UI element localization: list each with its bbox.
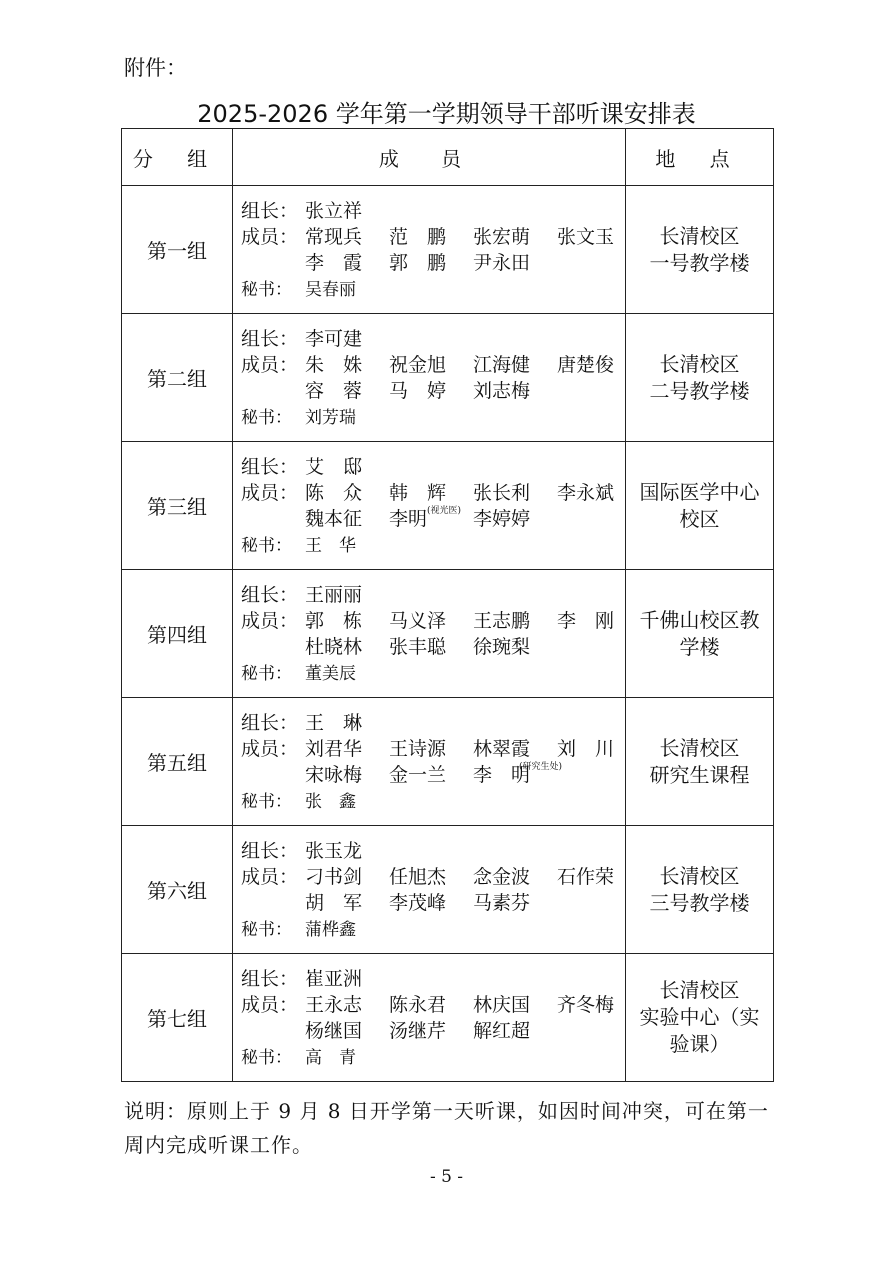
secretary-label: 秘书： [241,407,292,428]
member-name: 魏本征 [305,507,363,530]
location-cell [626,826,774,954]
member-name: 刘志梅 [473,379,531,402]
location-cell [626,442,774,570]
secretary-name: 吴春丽 [305,279,356,300]
member-name: 王志鹏 [473,609,531,632]
table-row [122,826,774,954]
member-name: 郭 栋 [305,609,363,632]
location-line: 实验中心（实 [639,1005,760,1029]
secretary-line [241,788,621,814]
group-name: 第七组 [122,954,233,1082]
group-name: 第六组 [122,826,233,954]
member-name: 胡 军 [305,891,363,914]
leader-label: 组长： [241,967,299,990]
secretary-label: 秘书： [241,791,292,812]
member-name: 王诗源 [389,737,447,760]
table-row [122,698,774,826]
table-header-row [122,129,774,186]
member-name: 宋咏梅 [305,763,363,786]
leader-name: 张玉龙 [305,839,363,862]
secretary-name: 董美辰 [305,663,356,684]
secretary-line [241,404,621,430]
group-name: 第一组 [122,186,233,314]
secretary-line [241,1044,621,1070]
schedule-table [121,128,774,1082]
table-row [122,314,774,442]
member-name: 杨继国 [305,1019,363,1042]
member-name: 石作荣 [557,865,615,888]
header-members: 成 员 [233,129,626,186]
members-label: 成员： [241,609,299,632]
leader-name: 王丽丽 [305,583,363,606]
secretary-label: 秘书： [241,279,292,300]
members-line-2 [241,1018,621,1044]
members-line-2 [241,890,621,916]
location-cell [626,954,774,1082]
leader-line [241,582,621,608]
members-line [241,608,621,634]
location-cell [626,186,774,314]
members-cell [233,186,626,314]
members-line-2 [241,506,621,532]
location-line: 研究生课程 [649,762,750,787]
attachment-label: 附件： [124,56,187,80]
table-row [122,442,774,570]
member-name: 江海健 [473,353,531,376]
member-name: 马 婷 [389,379,447,402]
members-line-2 [241,250,621,276]
secretary-name: 蒲桦鑫 [305,919,356,940]
leader-label: 组长： [241,711,299,734]
table-row [122,954,774,1082]
leader-line [241,838,621,864]
member-name: 陈永君 [389,993,447,1016]
location-line: 长清校区 [659,735,740,760]
member-name: 容 蓉 [305,379,363,402]
table-row [122,186,774,314]
member-name: 齐冬梅 [557,993,615,1016]
secretary-line [241,916,621,942]
leader-label: 组长： [241,839,299,862]
member-name: 朱 姝 [305,353,363,376]
member-note: (视光医) [427,505,462,516]
member-name: 林翠霞 [473,737,531,760]
leader-name: 艾 邸 [305,455,363,478]
leader-label: 组长： [241,327,299,350]
member-name: 杜晓林 [305,635,363,658]
location-line: 千佛山校区教 [639,607,760,632]
location-line: 长清校区 [659,863,740,888]
secretary-name: 张 鑫 [305,791,356,812]
document-title: 2025-2026 学年第一学期领导干部听课安排表 [197,100,696,128]
leader-line [241,966,621,992]
group-name: 第三组 [122,442,233,570]
member-name: 韩 辉 [389,481,447,504]
location-cell [626,698,774,826]
members-line [241,864,621,890]
member-name: 常现兵 [305,225,363,248]
location-line: 国际医学中心 [639,479,760,504]
secretary-line [241,276,621,302]
members-label: 成员： [241,865,299,888]
member-name: 李茂峰 [389,891,447,914]
member-name: 解红超 [473,1019,531,1042]
leader-name: 李可建 [305,327,363,350]
member-name: 马素芬 [473,891,531,914]
secretary-name: 王 华 [305,535,356,556]
members-cell [233,954,626,1082]
secretary-label: 秘书： [241,919,292,940]
location-line: 一号教学楼 [649,250,750,275]
member-name: 王永志 [305,993,363,1016]
members-label: 成员： [241,481,299,504]
member-name: 张宏萌 [473,225,531,248]
header-group: 分 组 [122,129,233,186]
member-name: 李明 (视光医) [389,506,473,532]
members-line-2 [241,378,621,404]
members-line [241,992,621,1018]
secretary-line [241,660,621,686]
location-line: 长清校区 [659,351,740,376]
member-name: 李婷婷 [473,507,531,530]
secretary-line [241,532,621,558]
member-note: (研究生处) [519,761,563,772]
group-name: 第二组 [122,314,233,442]
members-cell [233,826,626,954]
members-label: 成员： [241,225,299,248]
member-name: 李 刚 [557,609,615,632]
location-line: 三号教学楼 [649,890,750,915]
header-location: 地 点 [626,129,774,186]
member-name: 李 霞 [305,251,363,274]
leader-label: 组长： [241,199,299,222]
leader-label: 组长： [241,583,299,606]
location-line: 长清校区 [659,978,740,1002]
members-label: 成员： [241,737,299,760]
page-number: - 5 - [429,1167,464,1187]
location-line: 验课） [669,1032,730,1056]
secretary-label: 秘书： [241,535,292,556]
member-name: 唐楚俊 [557,353,615,376]
leader-name: 王 琳 [305,711,363,734]
member-name: 金一兰 [389,763,447,786]
members-line [241,736,621,762]
member-name: 徐琬梨 [473,635,531,658]
group-name: 第四组 [122,570,233,698]
member-name: 林庆国 [473,993,531,1016]
member-name: 陈 众 [305,481,363,504]
member-name: 李永斌 [557,481,615,504]
member-name: 张文玉 [557,225,615,248]
members-line [241,224,621,250]
secretary-name: 高 青 [305,1047,356,1068]
member-name: 汤继芹 [389,1019,447,1042]
location-cell [626,314,774,442]
member-name: 尹永田 [473,251,531,274]
secretary-label: 秘书： [241,663,292,684]
member-name: 任旭杰 [389,865,447,888]
member-name: 马义泽 [389,609,447,632]
member-name: 刘君华 [305,737,363,760]
location-cell [626,570,774,698]
secretary-label: 秘书： [241,1047,292,1068]
member-name: 念金波 [473,865,531,888]
leader-line [241,710,621,736]
member-name: 范 鹏 [389,225,447,248]
members-cell [233,570,626,698]
secretary-name: 刘芳瑞 [305,407,356,428]
location-line: 校区 [679,506,720,531]
leader-line [241,326,621,352]
group-name: 第五组 [122,698,233,826]
leader-label: 组长： [241,455,299,478]
table-row [122,570,774,698]
footnote: 说明：原则上于 9 月 8 日开学第一天听课，如因时间冲突，可在第一周内完成听课工作。 [124,1099,769,1157]
member-name: 祝金旭 [389,353,447,376]
members-cell [233,442,626,570]
member-name: 刁书剑 [305,865,363,888]
members-label: 成员： [241,993,299,1016]
leader-line [241,198,621,224]
location-line: 二号教学楼 [649,378,750,403]
members-cell [233,698,626,826]
leader-name: 张立祥 [305,199,363,222]
location-line: 长清校区 [659,223,740,248]
member-name: 李 明 (研究生处) [473,762,557,788]
member-name: 张丰聪 [389,635,447,658]
members-line-2 [241,762,621,788]
members-line-2 [241,634,621,660]
member-name: 刘 川 [557,737,615,760]
leader-name: 崔亚洲 [305,967,363,990]
member-name: 郭 鹏 [389,251,447,274]
location-line: 学楼 [679,634,720,659]
members-line [241,352,621,378]
members-cell [233,314,626,442]
members-label: 成员： [241,353,299,376]
member-name: 张长利 [473,481,531,504]
leader-line [241,454,621,480]
